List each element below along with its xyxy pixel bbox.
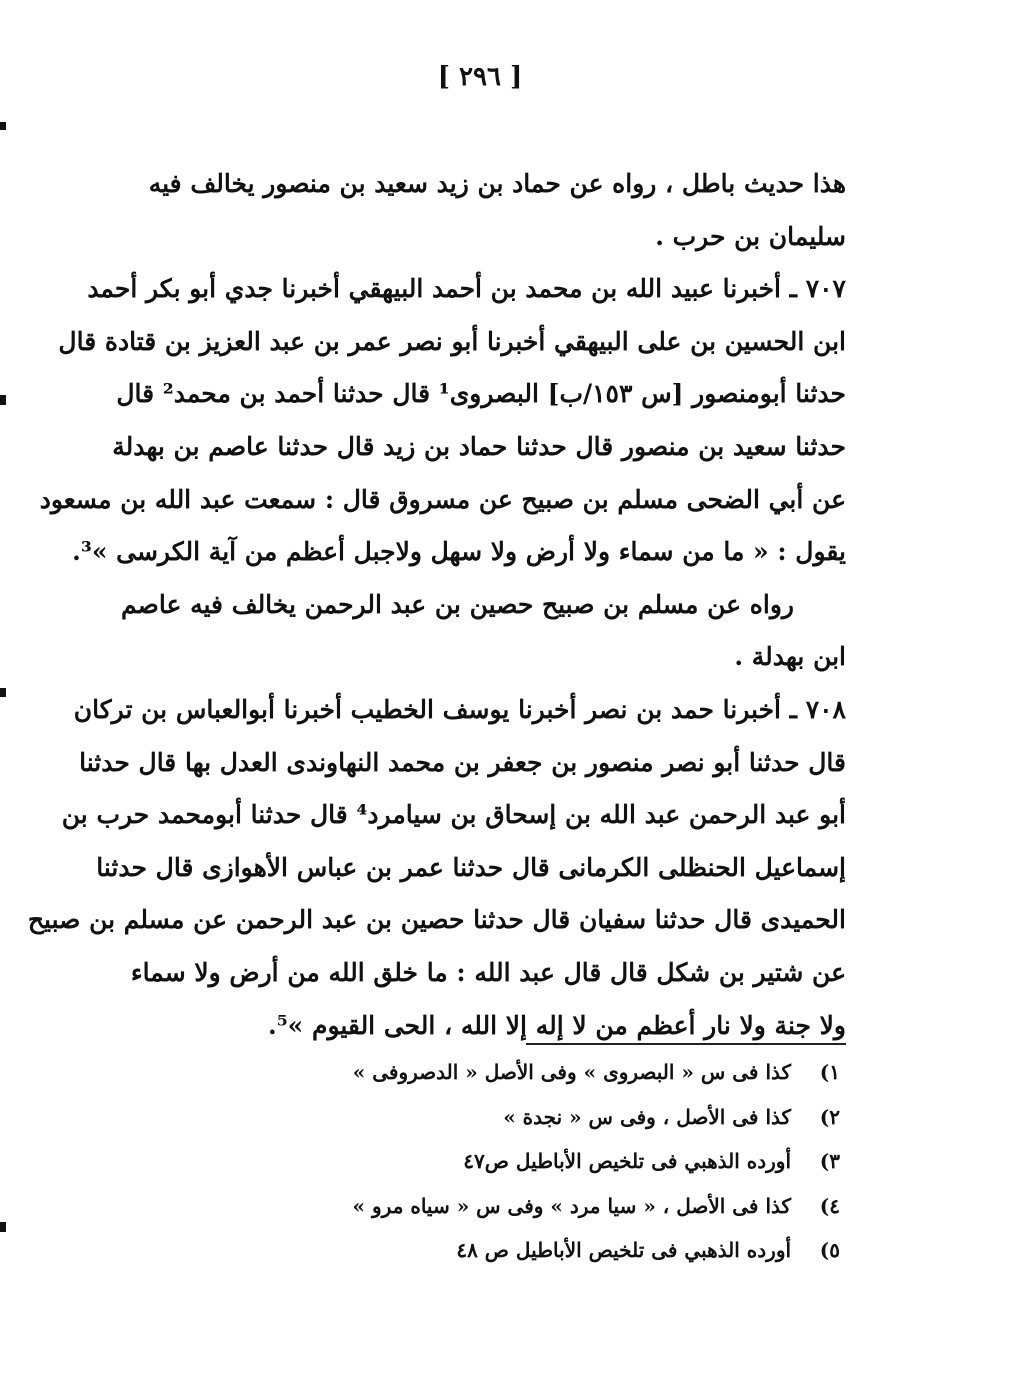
text-line: سليمان بن حرب . <box>655 221 846 251</box>
text-line: هذا حديث باطل ، رواه عن حماد بن زيد سعيد بن منصور يخالف فيه <box>148 169 846 198</box>
text-line: حدثنا أبومنصور [س ١٥٣/ب] البصروى¹ قال حدثنا أحمد بن محمد² قال <box>116 379 846 409</box>
footnote <box>300 1184 840 1229</box>
footnote-text: كذا فى الأصل ، وفى س « نجدة » <box>503 1104 792 1129</box>
footnote-number: ٤) <box>819 1193 840 1218</box>
text-line: أبو عبد الرحمن عبد الله بن إسحاق بن سيامرد⁴ قال حدثنا أبومحمد حرب بن <box>61 800 846 830</box>
text-line: عن أبي الضحى مسلم بن صبيح عن مسروق قال : سمعت عبد الله بن مسعود <box>39 484 846 514</box>
text-line: يقول : « ما من سماء ولا أرض ولا سهل ولاجبل أعظم من آية الكرسى »³. <box>72 537 846 567</box>
page-number: [ ٢٩٦ ] <box>437 62 523 92</box>
text-line: ٧٠٧ ـ أخبرنا عبيد الله بن محمد بن أحمد البيهقي أخبرنا جدي أبو بكر أحمد <box>87 274 846 304</box>
body-text <box>27 158 846 1052</box>
text-line: إسماعيل الحنظلى الكرمانى قال حدثنا عمر بن عباس الأهوازى قال حدثنا <box>96 852 846 882</box>
text-line: ابن الحسين بن على البيهقي أخبرنا أبو نصر عمر بن عبد العزيز بن قتادة قال <box>58 326 846 356</box>
scan-mark <box>0 1222 6 1232</box>
text-line: الحميدى قال حدثنا سفيان قال حدثنا حصين بن عبد الرحمن عن مسلم بن صبيح <box>27 905 846 935</box>
scan-mark <box>0 688 6 697</box>
footnote-text: أورده الذهبي فى تلخيص الأباطيل ص ٤٨ <box>456 1238 792 1263</box>
footnote-number: ٥) <box>819 1238 840 1263</box>
footnote-separator <box>526 1043 846 1045</box>
text-line: قال حدثنا أبو نصر منصور بن جعفر بن محمد النهاوندى العدل بها قال حدثنا <box>79 747 846 777</box>
text-line: عن شتير بن شكل قال قال عبد الله : ما خلق الله من أرض ولا سماء <box>130 957 846 987</box>
text-line: رواه عن مسلم بن صبيح حصين بن عبد الرحمن يخالف فيه عاصم <box>120 589 794 619</box>
footnote <box>300 1228 840 1273</box>
text-line: ٧٠٨ ـ أخبرنا حمد بن نصر أخبرنا يوسف الخطيب أخبرنا أبوالعباس بن تركان <box>73 694 846 724</box>
footnotes <box>300 1050 840 1273</box>
footnote <box>300 1095 840 1140</box>
text-line: ابن بهدلة . <box>734 642 846 672</box>
scan-mark <box>0 395 6 405</box>
text-line: ولا جنة ولا نار أعظم من لا إله إلا الله ، الحى القيوم »⁵. <box>267 1010 846 1040</box>
footnote <box>300 1139 840 1184</box>
scan-mark <box>0 122 6 130</box>
footnote-text: كذا فى الأصل ، « سيا مرد » وفى س « سياه مرو » <box>352 1193 792 1218</box>
footnote-number: ٣) <box>819 1149 840 1174</box>
footnote-number: ٢) <box>819 1104 840 1129</box>
footnote-text: أورده الذهبي فى تلخيص الأباطيل ص٤٧ <box>463 1149 792 1174</box>
footnote-number: ١) <box>819 1060 840 1084</box>
text-line: حدثنا سعيد بن منصور قال حدثنا حماد بن زيد قال حدثنا عاصم بن بهدلة <box>112 431 846 461</box>
footnote-text: كذا فى س « البصروى » وفى الأصل « الدصروفى » <box>352 1060 792 1084</box>
footnote <box>300 1050 840 1095</box>
